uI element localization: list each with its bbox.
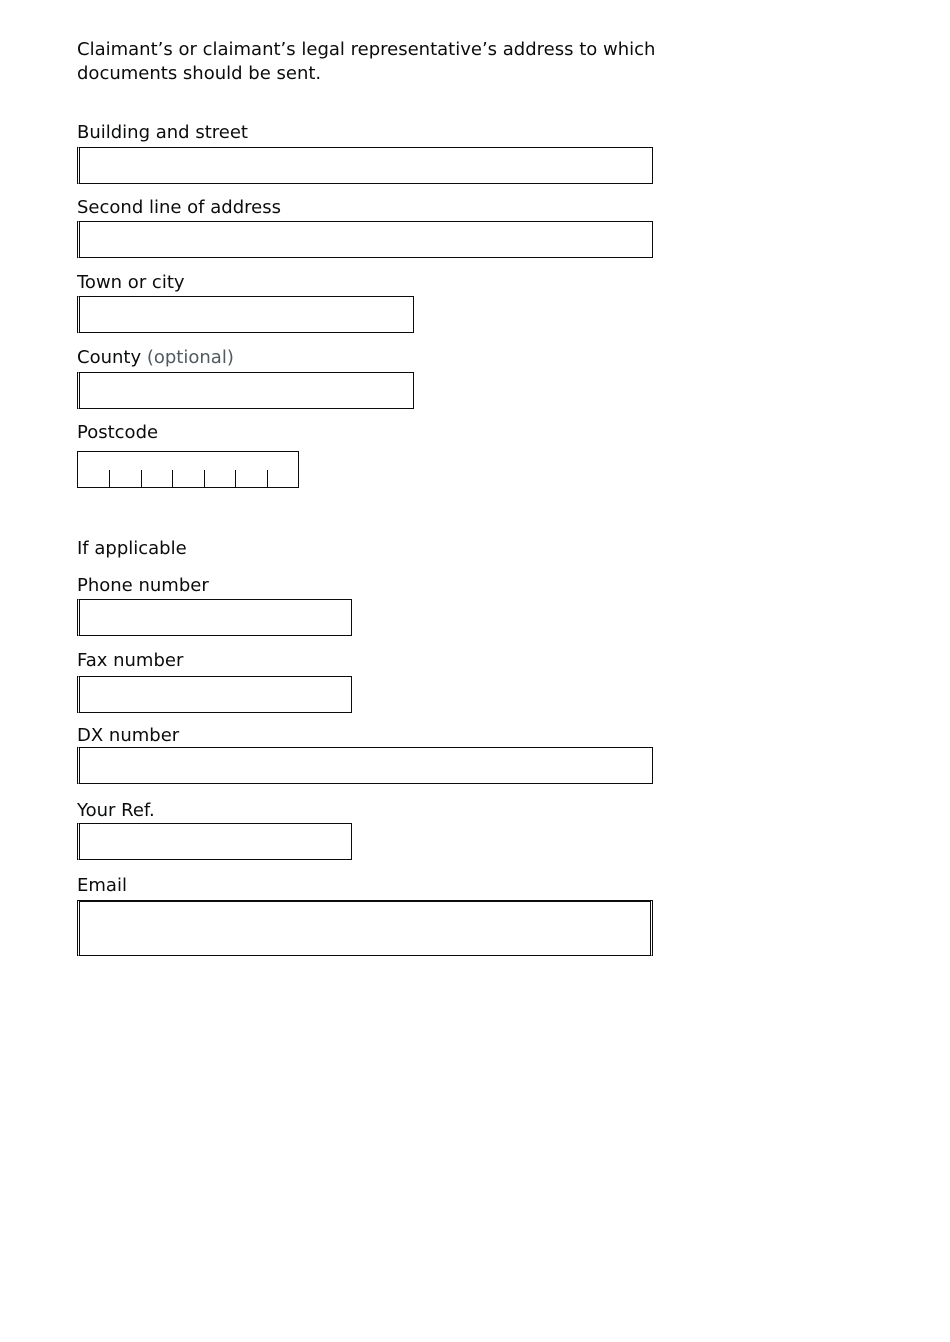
email-input[interactable]	[77, 900, 653, 956]
your-ref-input[interactable]	[77, 823, 352, 860]
second-line-input[interactable]	[77, 221, 653, 258]
postcode-box-divider	[172, 470, 173, 487]
address-instructions-line-2: documents should be sent.	[77, 63, 322, 84]
if-applicable-heading: If applicable	[77, 538, 187, 559]
county-input[interactable]	[77, 372, 414, 409]
dx-number-label: DX number	[77, 725, 180, 746]
postcode-box-divider	[204, 470, 205, 487]
dx-number-input[interactable]	[77, 747, 653, 784]
second-line-label: Second line of address	[77, 197, 281, 218]
address-instructions	[77, 38, 677, 86]
phone-number-label: Phone number	[77, 575, 209, 596]
email-label: Email	[77, 875, 127, 896]
fax-number-input[interactable]	[77, 676, 352, 713]
address-instructions-line-1: Claimant’s or claimant’s legal representative’s address to which	[77, 39, 656, 60]
county-optional-hint: (optional)	[146, 347, 234, 368]
postcode-label: Postcode	[77, 422, 159, 443]
building-street-input[interactable]	[77, 147, 653, 184]
postcode-input[interactable]	[77, 451, 299, 488]
postcode-box-divider	[235, 470, 236, 487]
phone-number-input[interactable]	[77, 599, 352, 636]
postcode-box-divider	[109, 470, 110, 487]
county-label-text: County	[77, 347, 142, 368]
building-street-label: Building and street	[77, 122, 248, 143]
your-ref-label: Your Ref.	[77, 800, 155, 821]
town-city-label: Town or city	[77, 272, 185, 293]
town-city-input[interactable]	[77, 296, 414, 333]
postcode-box-divider	[267, 470, 268, 487]
fax-number-label: Fax number	[77, 650, 184, 671]
postcode-box-divider	[141, 470, 142, 487]
county-label	[77, 347, 234, 369]
